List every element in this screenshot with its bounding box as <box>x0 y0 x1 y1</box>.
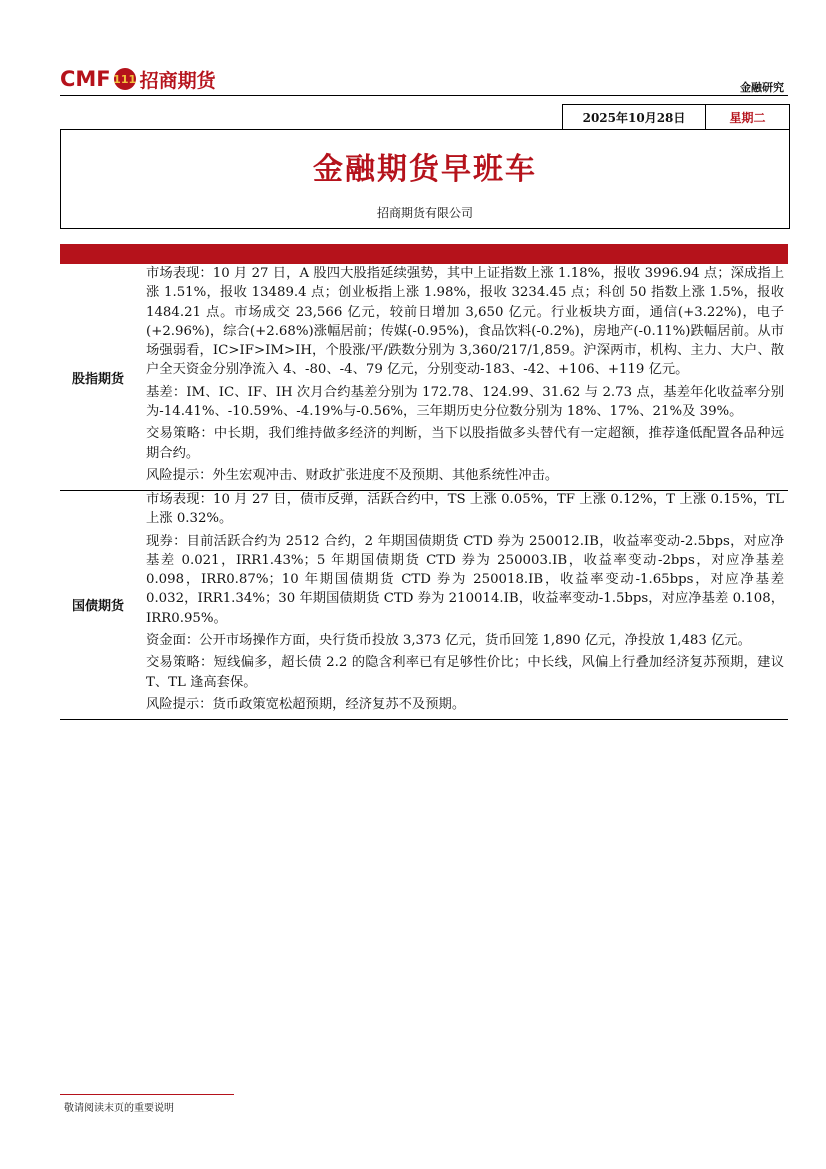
paragraph-market: 市场表现：10 月 27 日，A 股四大股指延续强势，其中上证指数上涨 1.18%，报收 3996.94 点；深成指上涨 1.51%，报收 13489.4 点；创业板指上涨 1.98%，报收 3234.45 点；科创 50 指数上涨 1.5%，报收 1484.21 点。市场成交 23,566 亿元，较前日增加 3,650 亿元。行业板块方面，通信(+3.22%)，电子(+2.96%)，综合(+2.68%)涨幅居前；传媒(-0.95%)，食品饮料(-0.2%)，房地产(-0.11%)跌幅居前。从市场强弱看，IC>IF>IM>IH，个股涨/平/跌数分别为 3,360/217/1,859。沪深两市，机构、主力、大户、散户全天资金分别净流入 4、-80、-4、79 亿元，分别变动-183、-42、+106、+119 亿元。 <box>146 266 784 378</box>
section-header-bar <box>60 244 788 264</box>
footer-divider <box>60 1094 234 1095</box>
section-label: 股指期货 <box>71 371 124 387</box>
paragraph-bonds: 现券：目前活跃合约为 2512 合约，2 年期国债期货 CTD 券为 250012.IB，收益率变动-2.5bps，对应净基差 0.021，IRR1.43%；5 年期国债期货 CTD 券为 250003.IB，收益率变动-2bps，对应净基差 0.098，IRR0.87%；10 年期国债期货 CTD 券为 250018.IB，收益率变动-1.65bps，对应净基差 0.032，IRR1.34%；30 年期国债期货 CTD 券为 210014.IB，收益率变动-1.5bps，对应净基差 0.108，IRR0.95%。 <box>146 533 784 626</box>
report-weekday: 星期二 <box>729 110 766 125</box>
company-name: 招商期货有限公司 <box>376 206 473 220</box>
report-category: 金融研究 <box>740 81 784 94</box>
paragraph-market: 市场表现：10 月 27 日，债市反弹，活跃合约中，TS 上涨 0.05%，TF 上涨 0.12%，T 上涨 0.15%，TL 上涨 0.32%。 <box>146 492 784 527</box>
section-body <box>136 490 788 719</box>
paragraph-strategy: 交易策略：中长期，我们维持做多经济的判断，当下以股指做多头替代有一定超额，推荐逢低配置各品种远期合约。 <box>146 426 784 461</box>
paragraph-strategy: 交易策略：短线偏多，超长债 2.2 的隐含利率已有足够性价比；中长线，风偏上行叠加经济复苏预期，建议 T、TL 逢高套保。 <box>146 655 784 690</box>
paragraph-basis: 基差：IM、IC、IF、IH 次月合约基差分别为 172.78、124.99、31.62 与 2.73 点，基差年化收益率分别为-14.41%、-10.59%、-4.19%与-0.56%，三年期历史分位数分别为 18%、17%、21%及 39%。 <box>146 384 784 420</box>
company-logo <box>60 64 216 94</box>
title-box <box>60 129 790 229</box>
page-title: 金融期货早班车 <box>313 152 537 187</box>
paragraph-risk: 风险提示：货币政策宽松超预期，经济复苏不及预期。 <box>146 696 466 712</box>
section-body <box>136 264 788 490</box>
logo-badge-icon: 111 <box>114 68 136 90</box>
logo-text-en: CMF <box>60 67 111 91</box>
report-date: 2025年10月28日 <box>563 105 706 129</box>
section-label: 国债期货 <box>71 599 124 614</box>
paragraph-liquidity: 资金面：公开市场操作方面，央行货币投放 3,373 亿元，货币回笼 1,890 亿元，净投放 1,483 亿元。 <box>146 633 751 649</box>
section-treasury-futures <box>60 490 788 720</box>
logo-text-cn: 招商期货 <box>139 69 216 92</box>
section-stock-index-futures <box>60 264 788 491</box>
paragraph-risk: 风险提示：外生宏观冲击、财政扩张进度不及预期、其他系统性冲击。 <box>146 467 559 483</box>
date-box <box>562 104 790 130</box>
footer-note: 敬请阅读末页的重要说明 <box>64 1103 174 1114</box>
header-divider <box>60 95 788 96</box>
